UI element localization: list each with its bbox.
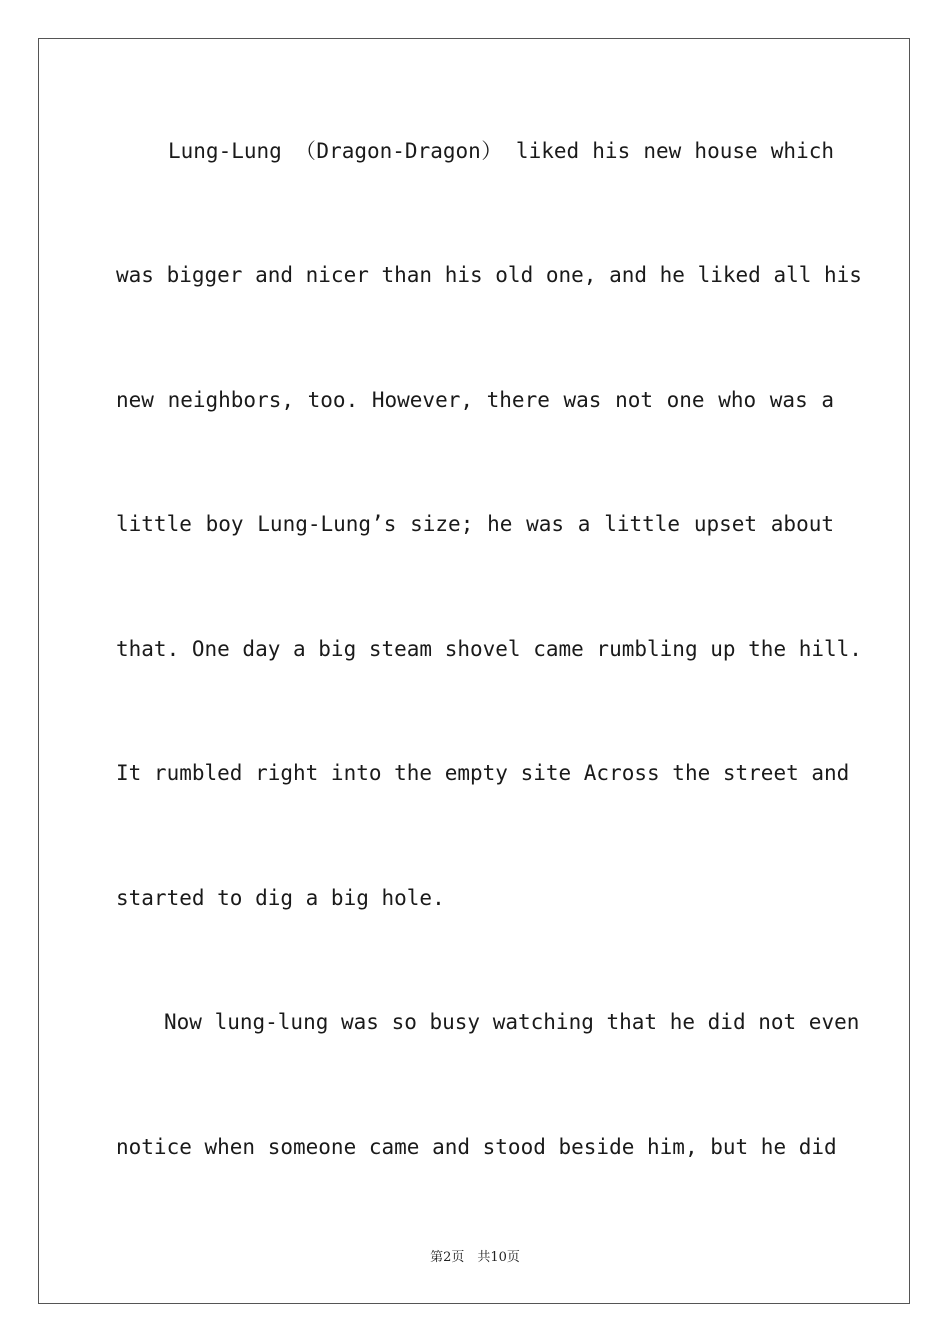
paragraph-line: little boy Lung-Lung’s size; he was a little upset about — [116, 512, 834, 536]
paragraph-line: Now lung-lung was so busy watching that he did not even — [164, 1010, 860, 1034]
paragraph-line: started to dig a big hole. — [116, 886, 445, 910]
paragraph-line: was bigger and nicer than his old one, and he liked all his — [116, 263, 862, 287]
paragraph-line: Lung-Lung （Dragon-Dragon） liked his new house which — [168, 139, 834, 163]
paragraph-line: new neighbors, too. However, there was not one who was a — [116, 388, 834, 412]
paragraph-line: It rumbled right into the empty site Across the street and — [116, 761, 850, 785]
page-border — [38, 38, 910, 1304]
paragraph-line: that. One day a big steam shovel came rumbling up the hill. — [116, 637, 862, 661]
paragraph-line: notice when someone came and stood beside him, but he did — [116, 1135, 837, 1159]
page-number-footer: 第2页 共10页 — [430, 1250, 520, 1265]
